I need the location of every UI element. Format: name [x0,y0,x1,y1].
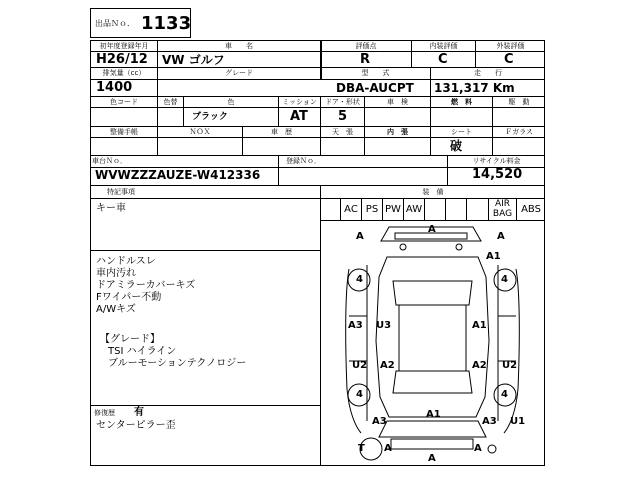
registration-number-label: 登録Ｎｏ． [286,157,321,165]
mark-front-hood-left: A [356,231,364,242]
model-label: 型 式 [361,69,390,77]
repair-detail: センターピラー歪 [96,420,176,431]
key-note: キー車 [96,203,126,214]
color-change-label: 色替 [163,98,178,106]
equipment-header: 装 備 [422,188,444,196]
reg-date-label: 初年度登録年月 [99,42,149,50]
exterior-score-label: 外装評価 [496,42,525,50]
interior-score-label: 内装評価 [429,42,458,50]
seat-value: 破 [450,139,463,153]
mark-rear-bumper-left: A [384,443,392,454]
mark-rear-left: A3 [372,416,387,427]
mark-rear-bumper-center: A [428,453,436,464]
equip-airbag: AIR BAG [492,199,513,219]
mission-value: AT [290,109,308,124]
mark-tire-rr: 4 [501,389,508,400]
car-name-value: VW ゴルフ [162,53,225,67]
mark-tire-fr: 4 [501,274,508,285]
drive-label: 駆 動 [508,98,530,106]
mark-trunk: T [358,443,365,454]
mark-right-front-door: A1 [472,320,487,331]
note-line-1: ハンドルスレ [96,256,156,267]
mark-right-rear-door-u: U2 [502,360,518,371]
doors-label: ドア・形状 [325,98,360,106]
note-line-5: A/Wキズ [96,304,136,315]
mark-tire-rl: 4 [356,389,363,400]
front-glass-label: Ｆガラス [505,128,533,136]
note-line-4: Fワイパー不動 [96,292,162,303]
repair-history-label: 修復歴 [94,409,115,417]
mark-left-front-door-a: A3 [348,320,363,331]
displacement-value: 1400 [96,80,133,95]
mark-right-rear-door-a: A2 [472,360,487,371]
mileage-label: 走 行 [474,69,502,77]
car-damage-diagram [321,221,544,465]
mark-front-top: A [428,224,436,235]
equip-ps: PS [365,204,379,215]
note-line-2: 車内汚れ [96,268,136,279]
interior-score-value: C [438,52,448,67]
color-value: ブラック [192,112,228,122]
lot-number-label: 出品Ｎｏ． [95,19,135,28]
equip-pw: PW [385,204,401,215]
mark-rear-right-u: U1 [510,416,526,427]
mission-label: ミッション [282,98,317,106]
note-line-3: ドアミラーカバーキズ [96,280,196,291]
reg-date-value: H26/12 [96,52,148,67]
mark-front-hood-right: A [497,231,505,242]
mark-tire-fl: 4 [356,274,363,285]
score-value: R [360,52,371,67]
mark-left-rear-door-u: U2 [352,360,368,371]
car-name-label: 車 名 [225,42,253,50]
score-label: 評価点 [355,42,377,50]
fuel-label: 燃 料 [451,98,472,106]
seat-label: シート [451,128,472,136]
equip-aw: AW [405,204,423,215]
recycle-fee-label: リサイクル料金 [472,157,521,165]
equip-ac: AC [344,204,358,215]
vin-value: WVWZZZAUZE-W412336 [95,168,261,182]
recycle-fee-value: 14,520 [472,167,523,182]
doors-value: 5 [338,109,348,124]
model-value: DBA-AUCPT [336,81,414,95]
history-label: 車 歴 [271,128,292,136]
mark-left-front-door-u: U3 [376,320,392,331]
trim-label: 内 張 [387,128,408,136]
mark-front-right-fender: A1 [486,251,501,262]
lot-number-value: 1133 [141,13,192,34]
mark-rear-center: A1 [426,409,441,420]
notes-header: 特記事項 [107,188,135,196]
equip-abs: ABS [521,204,541,215]
headliner-label: 天 張 [332,128,353,136]
exterior-score-value: C [504,52,514,67]
mark-left-rear-door-a: A2 [380,360,395,371]
nox-label: ＮＯＸ [189,128,211,136]
mark-rear-right: A3 [482,416,497,427]
repair-history-value: 有 [134,407,144,418]
maintenance-book-label: 整備手帳 [110,128,138,136]
vin-label: 車台Ｎｏ． [92,157,127,165]
mileage-value: 131,317 Km [434,81,515,95]
lot-number-box [90,8,191,38]
inspection-label: 車 検 [387,98,408,106]
color-label: 色 [227,98,235,106]
grade-note-line-2: ブルーモーションテクノロジー [108,358,247,369]
grade-label: グレード [225,69,253,77]
grade-note-header: 【グレード】 [100,334,160,345]
mark-rear-bumper-right: A [474,443,482,454]
grade-note-line-1: TSI ハイライン [108,346,177,357]
displacement-label: 排気量（cc） [102,69,146,77]
color-code-label: 色コード [110,98,138,106]
